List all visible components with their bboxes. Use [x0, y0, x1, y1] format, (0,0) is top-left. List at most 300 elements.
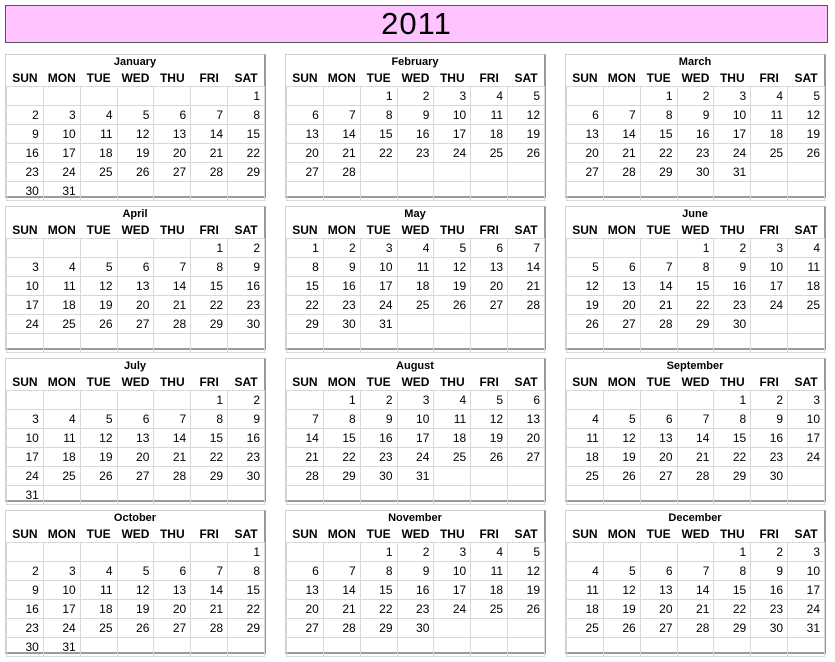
- day-cell: 13: [154, 125, 191, 144]
- day-cell: 4: [471, 543, 508, 562]
- day-cell: 17: [434, 125, 471, 144]
- day-cell: [360, 334, 397, 353]
- day-cell: [640, 543, 677, 562]
- day-cell: [640, 391, 677, 410]
- day-cell: 24: [751, 296, 788, 315]
- weekday-label: FRI: [199, 526, 219, 541]
- day-cell: 31: [360, 315, 397, 334]
- week-row: [287, 581, 545, 600]
- month-grid: [566, 525, 825, 657]
- week-row: [567, 581, 825, 600]
- day-cell: 5: [80, 410, 117, 429]
- day-cell: 15: [228, 125, 265, 144]
- day-cell: 8: [360, 562, 397, 581]
- day-cell: [7, 543, 44, 562]
- weekday-label: FRI: [759, 70, 779, 85]
- day-cell: 29: [287, 315, 324, 334]
- day-cell: 21: [677, 448, 714, 467]
- day-cell: 3: [788, 543, 825, 562]
- weekday-label: TUE: [86, 374, 111, 389]
- day-cell: [714, 638, 751, 657]
- weekday-label: SAT: [794, 70, 818, 85]
- weekday-label: FRI: [759, 526, 779, 541]
- day-cell: [434, 163, 471, 182]
- day-cell: 21: [640, 296, 677, 315]
- week-row: [287, 600, 545, 619]
- day-cell: 26: [434, 296, 471, 315]
- day-cell: 21: [323, 600, 360, 619]
- weekday-label: SUN: [292, 70, 318, 85]
- day-cell: [228, 182, 265, 201]
- weekday-label: SUN: [12, 374, 38, 389]
- day-cell: 25: [567, 467, 604, 486]
- week-row: [287, 163, 545, 182]
- week-row: [287, 562, 545, 581]
- week-row: [567, 600, 825, 619]
- weekday-header-row: [7, 221, 265, 239]
- day-cell: 9: [677, 106, 714, 125]
- day-cell: 16: [7, 600, 44, 619]
- day-cell: 10: [714, 106, 751, 125]
- day-cell: 18: [567, 448, 604, 467]
- week-row: [7, 410, 265, 429]
- day-cell: [471, 467, 508, 486]
- day-cell: [154, 87, 191, 106]
- day-cell: 6: [287, 562, 324, 581]
- day-cell: 2: [397, 543, 434, 562]
- week-row: [567, 429, 825, 448]
- day-cell: 18: [751, 125, 788, 144]
- day-cell: 29: [360, 619, 397, 638]
- day-cell: 23: [714, 296, 751, 315]
- day-cell: 11: [788, 258, 825, 277]
- day-cell: 13: [117, 277, 154, 296]
- day-cell: 18: [567, 600, 604, 619]
- day-cell: [117, 334, 154, 353]
- day-cell: 26: [567, 315, 604, 334]
- week-row: [7, 258, 265, 277]
- day-cell: 28: [323, 163, 360, 182]
- day-cell: [567, 239, 604, 258]
- day-cell: [323, 182, 360, 201]
- day-cell: 8: [191, 258, 228, 277]
- weekday-label: THU: [439, 70, 465, 85]
- day-cell: 1: [191, 391, 228, 410]
- week-row: [287, 144, 545, 163]
- day-cell: 13: [117, 429, 154, 448]
- day-cell: 6: [567, 106, 604, 125]
- day-cell: [154, 334, 191, 353]
- weekday-label: SUN: [292, 374, 318, 389]
- day-cell: 31: [43, 182, 80, 201]
- weekday-label: SAT: [794, 374, 818, 389]
- day-cell: [323, 638, 360, 657]
- month-may: [285, 206, 546, 350]
- day-cell: 26: [117, 163, 154, 182]
- day-cell: [287, 638, 324, 657]
- day-cell: 5: [471, 391, 508, 410]
- day-cell: 21: [191, 600, 228, 619]
- day-cell: 19: [788, 125, 825, 144]
- day-cell: [471, 619, 508, 638]
- month-december: [565, 510, 826, 654]
- month-grid: [6, 221, 265, 353]
- day-cell: 15: [360, 581, 397, 600]
- day-cell: 29: [191, 315, 228, 334]
- day-cell: 12: [80, 429, 117, 448]
- day-cell: 22: [287, 296, 324, 315]
- day-cell: 22: [191, 296, 228, 315]
- day-cell: 12: [508, 106, 545, 125]
- day-cell: 9: [323, 258, 360, 277]
- week-row: [7, 543, 265, 562]
- day-cell: 26: [508, 144, 545, 163]
- week-row: [7, 448, 265, 467]
- day-cell: 30: [751, 467, 788, 486]
- week-row: [567, 619, 825, 638]
- day-cell: [471, 638, 508, 657]
- day-cell: 31: [397, 467, 434, 486]
- day-cell: [508, 467, 545, 486]
- day-cell: [287, 486, 324, 505]
- weekday-header-row: [567, 221, 825, 239]
- week-row: [567, 239, 825, 258]
- day-cell: [471, 334, 508, 353]
- day-cell: 4: [397, 239, 434, 258]
- weekday-label: THU: [159, 526, 185, 541]
- weekday-label: THU: [719, 374, 745, 389]
- day-cell: 7: [154, 410, 191, 429]
- day-cell: [154, 486, 191, 505]
- day-cell: 3: [43, 106, 80, 125]
- day-cell: [508, 638, 545, 657]
- day-cell: 29: [228, 619, 265, 638]
- day-cell: [360, 486, 397, 505]
- day-cell: 1: [640, 87, 677, 106]
- day-cell: 25: [43, 467, 80, 486]
- day-cell: 16: [714, 277, 751, 296]
- week-row: [7, 562, 265, 581]
- day-cell: [323, 543, 360, 562]
- day-cell: 16: [228, 429, 265, 448]
- week-row: [7, 391, 265, 410]
- day-cell: 19: [508, 125, 545, 144]
- day-cell: 28: [191, 163, 228, 182]
- day-cell: [751, 638, 788, 657]
- day-cell: 30: [677, 163, 714, 182]
- day-cell: 7: [191, 106, 228, 125]
- day-cell: 11: [567, 429, 604, 448]
- week-row: [287, 410, 545, 429]
- week-row: [7, 106, 265, 125]
- day-cell: 20: [471, 277, 508, 296]
- day-cell: 1: [360, 87, 397, 106]
- day-cell: 12: [567, 277, 604, 296]
- day-cell: [43, 391, 80, 410]
- month-name: September: [666, 360, 724, 372]
- day-cell: [397, 163, 434, 182]
- day-cell: 20: [287, 600, 324, 619]
- day-cell: 5: [117, 562, 154, 581]
- week-row: [7, 619, 265, 638]
- day-cell: 31: [714, 163, 751, 182]
- day-cell: [154, 543, 191, 562]
- day-cell: 26: [603, 619, 640, 638]
- day-cell: [508, 163, 545, 182]
- day-cell: 4: [567, 410, 604, 429]
- day-cell: 7: [154, 258, 191, 277]
- day-cell: 12: [117, 125, 154, 144]
- day-cell: [434, 334, 471, 353]
- day-cell: 16: [397, 125, 434, 144]
- day-cell: 27: [640, 619, 677, 638]
- month-october: [5, 510, 266, 654]
- day-cell: [80, 334, 117, 353]
- day-cell: 29: [228, 163, 265, 182]
- day-cell: 12: [508, 562, 545, 581]
- day-cell: 25: [434, 448, 471, 467]
- day-cell: 31: [7, 486, 44, 505]
- week-row: [7, 467, 265, 486]
- weekday-label: MON: [327, 374, 356, 389]
- week-row: [7, 638, 265, 657]
- day-cell: 24: [360, 296, 397, 315]
- weekday-label: TUE: [86, 70, 111, 85]
- day-cell: 14: [677, 581, 714, 600]
- week-row: [567, 87, 825, 106]
- day-cell: 28: [154, 467, 191, 486]
- day-cell: 9: [714, 258, 751, 277]
- day-cell: 20: [603, 296, 640, 315]
- day-cell: 17: [7, 296, 44, 315]
- day-cell: 23: [751, 600, 788, 619]
- weekday-label: SAT: [514, 526, 538, 541]
- day-cell: [117, 391, 154, 410]
- day-cell: [567, 87, 604, 106]
- weekday-header-row: [287, 69, 545, 87]
- day-cell: [677, 638, 714, 657]
- day-cell: 23: [323, 296, 360, 315]
- weekday-label: THU: [719, 70, 745, 85]
- day-cell: 27: [117, 467, 154, 486]
- day-cell: [434, 315, 471, 334]
- day-cell: 8: [640, 106, 677, 125]
- weekday-label: THU: [719, 222, 745, 237]
- week-row: [7, 296, 265, 315]
- day-cell: 12: [117, 581, 154, 600]
- weekday-label: MON: [607, 526, 636, 541]
- day-cell: [603, 543, 640, 562]
- day-cell: 20: [287, 144, 324, 163]
- weekday-label: FRI: [759, 374, 779, 389]
- day-cell: 6: [508, 391, 545, 410]
- week-row: [567, 334, 825, 353]
- weekday-label: SAT: [794, 222, 818, 237]
- day-cell: [640, 334, 677, 353]
- day-cell: 5: [508, 543, 545, 562]
- day-cell: 6: [154, 562, 191, 581]
- day-cell: 15: [228, 581, 265, 600]
- week-row: [287, 239, 545, 258]
- day-cell: [80, 391, 117, 410]
- day-cell: 8: [360, 106, 397, 125]
- day-cell: 25: [397, 296, 434, 315]
- day-cell: 14: [508, 258, 545, 277]
- day-cell: 20: [508, 429, 545, 448]
- week-row: [287, 448, 545, 467]
- week-row: [567, 125, 825, 144]
- day-cell: 22: [714, 448, 751, 467]
- day-cell: 13: [603, 277, 640, 296]
- day-cell: 4: [43, 410, 80, 429]
- day-cell: 20: [154, 600, 191, 619]
- day-cell: 11: [80, 125, 117, 144]
- week-row: [7, 315, 265, 334]
- day-cell: [191, 486, 228, 505]
- day-cell: [43, 334, 80, 353]
- day-cell: 27: [567, 163, 604, 182]
- day-cell: [360, 182, 397, 201]
- day-cell: 4: [788, 239, 825, 258]
- week-row: [287, 391, 545, 410]
- weekday-label: TUE: [366, 70, 391, 85]
- day-cell: 6: [117, 410, 154, 429]
- day-cell: 14: [191, 581, 228, 600]
- day-cell: 19: [603, 600, 640, 619]
- weekday-label: THU: [439, 374, 465, 389]
- day-cell: 27: [640, 467, 677, 486]
- day-cell: 21: [508, 277, 545, 296]
- month-name: March: [678, 56, 712, 68]
- weekday-label: WED: [401, 222, 430, 237]
- day-cell: 16: [323, 277, 360, 296]
- day-cell: 15: [360, 125, 397, 144]
- day-cell: 8: [323, 410, 360, 429]
- day-cell: 2: [677, 87, 714, 106]
- week-row: [567, 638, 825, 657]
- day-cell: [788, 638, 825, 657]
- weekday-label: WED: [121, 70, 150, 85]
- day-cell: 30: [323, 315, 360, 334]
- weekday-label: WED: [681, 70, 710, 85]
- day-cell: 6: [287, 106, 324, 125]
- day-cell: [714, 486, 751, 505]
- day-cell: [43, 239, 80, 258]
- weekday-label: TUE: [366, 222, 391, 237]
- month-grid: [286, 525, 545, 657]
- day-cell: 2: [714, 239, 751, 258]
- day-cell: 10: [788, 410, 825, 429]
- day-cell: [640, 239, 677, 258]
- week-row: [287, 543, 545, 562]
- day-cell: 8: [228, 106, 265, 125]
- day-cell: 26: [471, 448, 508, 467]
- day-cell: 13: [640, 581, 677, 600]
- day-cell: [397, 486, 434, 505]
- weekday-label: MON: [607, 222, 636, 237]
- day-cell: 19: [471, 429, 508, 448]
- week-row: [567, 277, 825, 296]
- day-cell: 25: [471, 144, 508, 163]
- day-cell: 11: [397, 258, 434, 277]
- day-cell: 10: [434, 562, 471, 581]
- day-cell: [751, 315, 788, 334]
- day-cell: 26: [788, 144, 825, 163]
- weekday-label: TUE: [86, 222, 111, 237]
- week-row: [287, 87, 545, 106]
- day-cell: [397, 334, 434, 353]
- day-cell: 21: [154, 296, 191, 315]
- day-cell: 26: [603, 467, 640, 486]
- day-cell: 16: [7, 144, 44, 163]
- day-cell: 17: [7, 448, 44, 467]
- day-cell: [191, 334, 228, 353]
- day-cell: 7: [677, 410, 714, 429]
- week-row: [7, 144, 265, 163]
- weekday-header-row: [287, 221, 545, 239]
- day-cell: [228, 486, 265, 505]
- month-grid: [566, 69, 825, 201]
- day-cell: 2: [751, 543, 788, 562]
- day-cell: 12: [788, 106, 825, 125]
- day-cell: [117, 638, 154, 657]
- day-cell: 11: [43, 429, 80, 448]
- day-cell: [154, 239, 191, 258]
- weekday-label: TUE: [366, 526, 391, 541]
- week-row: [7, 600, 265, 619]
- day-cell: [434, 638, 471, 657]
- day-cell: 28: [603, 163, 640, 182]
- day-cell: 19: [603, 448, 640, 467]
- day-cell: 20: [640, 600, 677, 619]
- day-cell: 29: [191, 467, 228, 486]
- day-cell: [397, 638, 434, 657]
- day-cell: 18: [471, 581, 508, 600]
- day-cell: 29: [677, 315, 714, 334]
- day-cell: 25: [567, 619, 604, 638]
- weekday-label: MON: [607, 374, 636, 389]
- month-august: [285, 358, 546, 502]
- weekday-label: MON: [327, 70, 356, 85]
- day-cell: 16: [677, 125, 714, 144]
- day-cell: 7: [323, 562, 360, 581]
- day-cell: 16: [228, 277, 265, 296]
- day-cell: 3: [434, 543, 471, 562]
- week-row: [7, 125, 265, 144]
- week-row: [7, 239, 265, 258]
- day-cell: [751, 182, 788, 201]
- day-cell: [434, 182, 471, 201]
- day-cell: [287, 87, 324, 106]
- weekday-label: SUN: [572, 374, 598, 389]
- day-cell: 27: [287, 619, 324, 638]
- day-cell: [603, 334, 640, 353]
- day-cell: 30: [228, 467, 265, 486]
- week-row: [287, 619, 545, 638]
- day-cell: 11: [471, 106, 508, 125]
- day-cell: 24: [43, 619, 80, 638]
- day-cell: 4: [80, 562, 117, 581]
- weekday-label: WED: [121, 526, 150, 541]
- day-cell: 7: [323, 106, 360, 125]
- day-cell: [7, 391, 44, 410]
- day-cell: 5: [788, 87, 825, 106]
- day-cell: 17: [788, 429, 825, 448]
- day-cell: 30: [751, 619, 788, 638]
- weekday-label: SAT: [514, 222, 538, 237]
- weekday-label: SUN: [12, 526, 38, 541]
- day-cell: 23: [751, 448, 788, 467]
